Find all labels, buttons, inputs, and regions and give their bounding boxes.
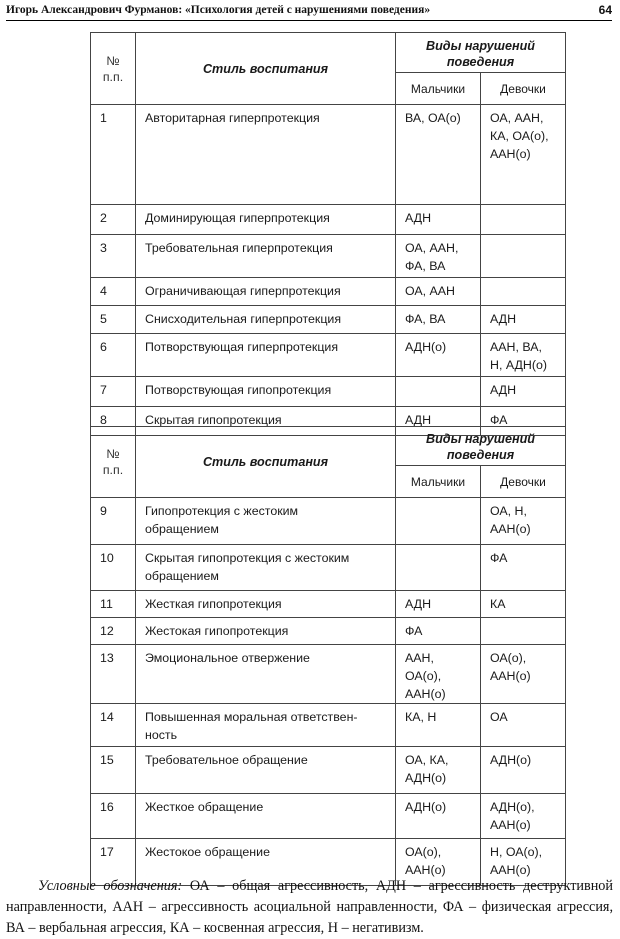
girls-cell: АДН(о) <box>481 747 566 794</box>
book-title: Игорь Александрович Фурманов: «Психология детей с нарушениями поведения» <box>6 4 431 16</box>
upbringing-table-2 <box>90 426 566 886</box>
legend <box>6 876 613 939</box>
boys-cell: ОА, ААН <box>396 278 481 306</box>
violation-types-header: Виды нарушений поведения <box>396 427 566 466</box>
row-number-cell: 17 <box>91 839 136 886</box>
girls-cell <box>481 618 566 645</box>
violation-types-header: Виды нарушений поведения <box>396 33 566 73</box>
girls-cell: ОА, Н, ААН(о) <box>481 498 566 545</box>
table-row <box>91 545 566 591</box>
table-row <box>91 105 566 205</box>
row-number-cell: 12 <box>91 618 136 645</box>
page-number: 64 <box>598 3 612 17</box>
row-number-cell: 1 <box>91 105 136 205</box>
table-row <box>91 306 566 334</box>
row-number-cell: 3 <box>91 235 136 278</box>
boys-cell: ААН, ОА(о), ААН(о) <box>396 645 481 704</box>
girls-cell <box>481 205 566 235</box>
style-cell: Скрытая гипопротекция <box>136 407 396 436</box>
style-cell: Снисходительная гиперпротекция <box>136 306 396 334</box>
style-cell: Эмоциональное отвержение <box>136 645 396 704</box>
row-number-cell: 6 <box>91 334 136 377</box>
style-cell: Требовательная гиперпротекция <box>136 235 396 278</box>
table-row <box>91 235 566 278</box>
table-row <box>91 498 566 545</box>
style-cell: Ограничивающая гиперпротекция <box>136 278 396 306</box>
table-row <box>91 591 566 618</box>
row-number-cell: 5 <box>91 306 136 334</box>
boys-cell: ОА(о), ААН(о) <box>396 839 481 886</box>
style-cell: Жестокое обращение <box>136 839 396 886</box>
style-cell: Жесткая гипопротекция <box>136 591 396 618</box>
legend-text: ОА – общая агрессивность, АДН – агрессивность деструктивной направленности, ААН – агрессивность асоциальной направленности, ФА – физическая агрессия, ВА – вербальная агрессия, КА – косвенная агрессия, Н – негативизм. <box>6 878 613 936</box>
girls-cell: ОА, ААН, КА, ОА(о), ААН(о) <box>481 105 566 205</box>
boys-cell: ФА, ВА <box>396 306 481 334</box>
boys-cell <box>396 545 481 591</box>
style-cell: Потворствующая гипопротекция <box>136 377 396 407</box>
boys-cell: АДН(о) <box>396 334 481 377</box>
boys-cell: ОА, КА, АДН(о) <box>396 747 481 794</box>
style-header: Стиль воспитания <box>136 33 396 105</box>
boys-cell: АДН <box>396 205 481 235</box>
boys-cell <box>396 377 481 407</box>
style-cell: Гипопротекция с жестоким обращением <box>136 498 396 545</box>
page-header <box>6 4 612 21</box>
girls-header: Девочки <box>481 466 566 498</box>
girls-cell: КА <box>481 591 566 618</box>
row-number-cell: 4 <box>91 278 136 306</box>
table-row <box>91 334 566 377</box>
row-number-cell: 14 <box>91 704 136 747</box>
table-row <box>91 278 566 306</box>
row-number-cell: 13 <box>91 645 136 704</box>
table-row <box>91 645 566 704</box>
girls-cell: ОА <box>481 704 566 747</box>
girls-header: Девочки <box>481 73 566 105</box>
style-cell: Потворствующая гиперпротекция <box>136 334 396 377</box>
table-row <box>91 747 566 794</box>
boys-header: Мальчики <box>396 466 481 498</box>
boys-cell: АДН <box>396 591 481 618</box>
row-number-cell: 8 <box>91 407 136 436</box>
style-header: Стиль воспитания <box>136 427 396 498</box>
boys-cell: АДН(о) <box>396 794 481 839</box>
girls-cell: АДН(о), ААН(о) <box>481 794 566 839</box>
girls-cell: Н, ОА(о), ААН(о) <box>481 839 566 886</box>
style-cell: Повышенная моральная ответствен- ность <box>136 704 396 747</box>
style-cell: Жесткое обращение <box>136 794 396 839</box>
row-number-cell: 10 <box>91 545 136 591</box>
girls-cell: АДН <box>481 377 566 407</box>
girls-cell: АДН <box>481 306 566 334</box>
row-number-cell: 16 <box>91 794 136 839</box>
table-row <box>91 205 566 235</box>
girls-cell: ОА(о), ААН(о) <box>481 645 566 704</box>
boys-cell: ФА <box>396 618 481 645</box>
table-row <box>91 794 566 839</box>
row-number-cell: 2 <box>91 205 136 235</box>
row-number-cell: 11 <box>91 591 136 618</box>
girls-cell <box>481 278 566 306</box>
row-number-cell: 15 <box>91 747 136 794</box>
number-header: № п.п. <box>91 33 136 105</box>
girls-cell <box>481 235 566 278</box>
boys-cell: КА, Н <box>396 704 481 747</box>
boys-cell: АДН <box>396 407 481 436</box>
boys-cell: ВА, ОА(о) <box>396 105 481 205</box>
style-cell: Скрытая гипопротекция с жестоким обращением <box>136 545 396 591</box>
upbringing-table-1 <box>90 32 566 436</box>
girls-cell: ААН, ВА, Н, АДН(о) <box>481 334 566 377</box>
table-row <box>91 618 566 645</box>
row-number-cell: 9 <box>91 498 136 545</box>
boys-cell <box>396 498 481 545</box>
boys-cell: ОА, ААН, ФА, ВА <box>396 235 481 278</box>
girls-cell: ФА <box>481 407 566 436</box>
number-header: № п.п. <box>91 427 136 498</box>
style-cell: Жестокая гипопротекция <box>136 618 396 645</box>
legend-label: Условные обозначения: <box>38 878 183 894</box>
style-cell: Требовательное обращение <box>136 747 396 794</box>
style-cell: Доминирующая гиперпротекция <box>136 205 396 235</box>
style-cell: Авторитарная гиперпротекция <box>136 105 396 205</box>
row-number-cell: 7 <box>91 377 136 407</box>
girls-cell: ФА <box>481 545 566 591</box>
table-row <box>91 377 566 407</box>
table-row <box>91 704 566 747</box>
boys-header: Мальчики <box>396 73 481 105</box>
